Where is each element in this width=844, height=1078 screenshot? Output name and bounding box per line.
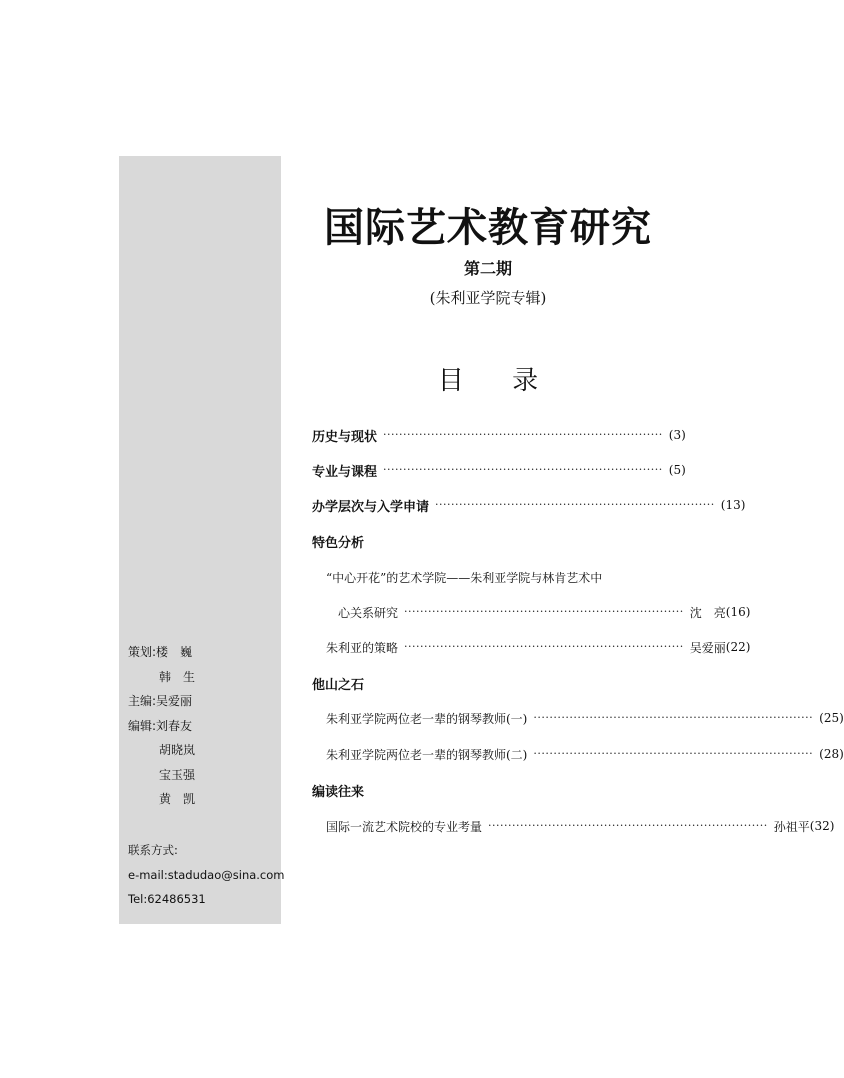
credit-editor-2: 胡晓岚 [159,743,196,757]
leader-dots: ······································································ [383,428,663,441]
leader-dots: ······································································ [404,640,684,653]
toc-section-features: 特色分析 [312,535,365,551]
leader-dots: ······································································ [404,605,684,618]
credit-chief-editor: 主编:吴爱丽 [128,694,193,708]
contact-block [128,838,285,912]
toc-entry-curriculum[interactable]: 专业与课程 ······································································ (5) [312,463,686,480]
toc-entry-lincoln-center-cont[interactable]: 心关系研究 ······································································ 沈 亮 (16) [338,605,751,620]
toc-author: 孙祖平 [773,819,810,834]
toc-section-correspondence: 编读往来 [312,784,365,800]
toc-author: 沈 亮 [689,605,726,620]
toc-section-other-mountains: 他山之石 [312,677,365,693]
credit-editor-4: 黄 凯 [159,792,196,806]
toc-entry-lincoln-center[interactable]: “中心开花”的艺术学院——朱利亚学院与林肯艺术中 [326,570,603,585]
leader-dots: ······································································ [488,819,768,832]
toc-entry-top-schools[interactable]: 国际一流艺术院校的专业考量 ······································································ 孙祖平 (32) [326,819,835,834]
toc-entry-piano-teachers-1[interactable]: 朱利亚学院两位老一辈的钢琴教师(一) ······································································ (25) [326,711,844,726]
special-edition: (朱利亚学院专辑) [429,289,547,307]
leader-dots: ······································································ [435,498,715,511]
credit-editors: 编辑:刘春友 [128,718,193,733]
toc-entry-piano-teachers-2[interactable]: 朱利亚学院两位老一辈的钢琴教师(二) ······································································ (28) [326,747,844,762]
credits-block [128,640,278,812]
credit-editor-3: 宝玉强 [159,767,196,782]
toc-author: 吴爱丽 [689,640,726,655]
toc-entry-admission[interactable]: 办学层次与入学申请 ······································································ (13) [312,498,746,515]
credit-planning-2: 韩 生 [159,669,196,684]
leader-dots: ······································································ [533,711,814,724]
toc-entry-history[interactable]: 历史与现状 ······································································ (3) [312,428,686,445]
leader-dots: ······································································ [383,463,663,476]
toc-entry-strategy[interactable]: 朱利亚的策略 ······································································ 吴爱丽 (22) [326,640,751,655]
contact-tel: Tel:62486531 [128,892,206,906]
toc-heading: 目 录 [437,366,539,396]
journal-title: 国际艺术教育研究 [324,204,652,251]
contact-email: e-mail:stadudao@sina.com [128,867,285,882]
issue-number: 第二期 [463,259,512,278]
credit-planning: 策划:楼 巍 [128,645,193,659]
contact-label: 联系方式: [128,843,178,857]
leader-dots: ······································································ [533,747,814,760]
